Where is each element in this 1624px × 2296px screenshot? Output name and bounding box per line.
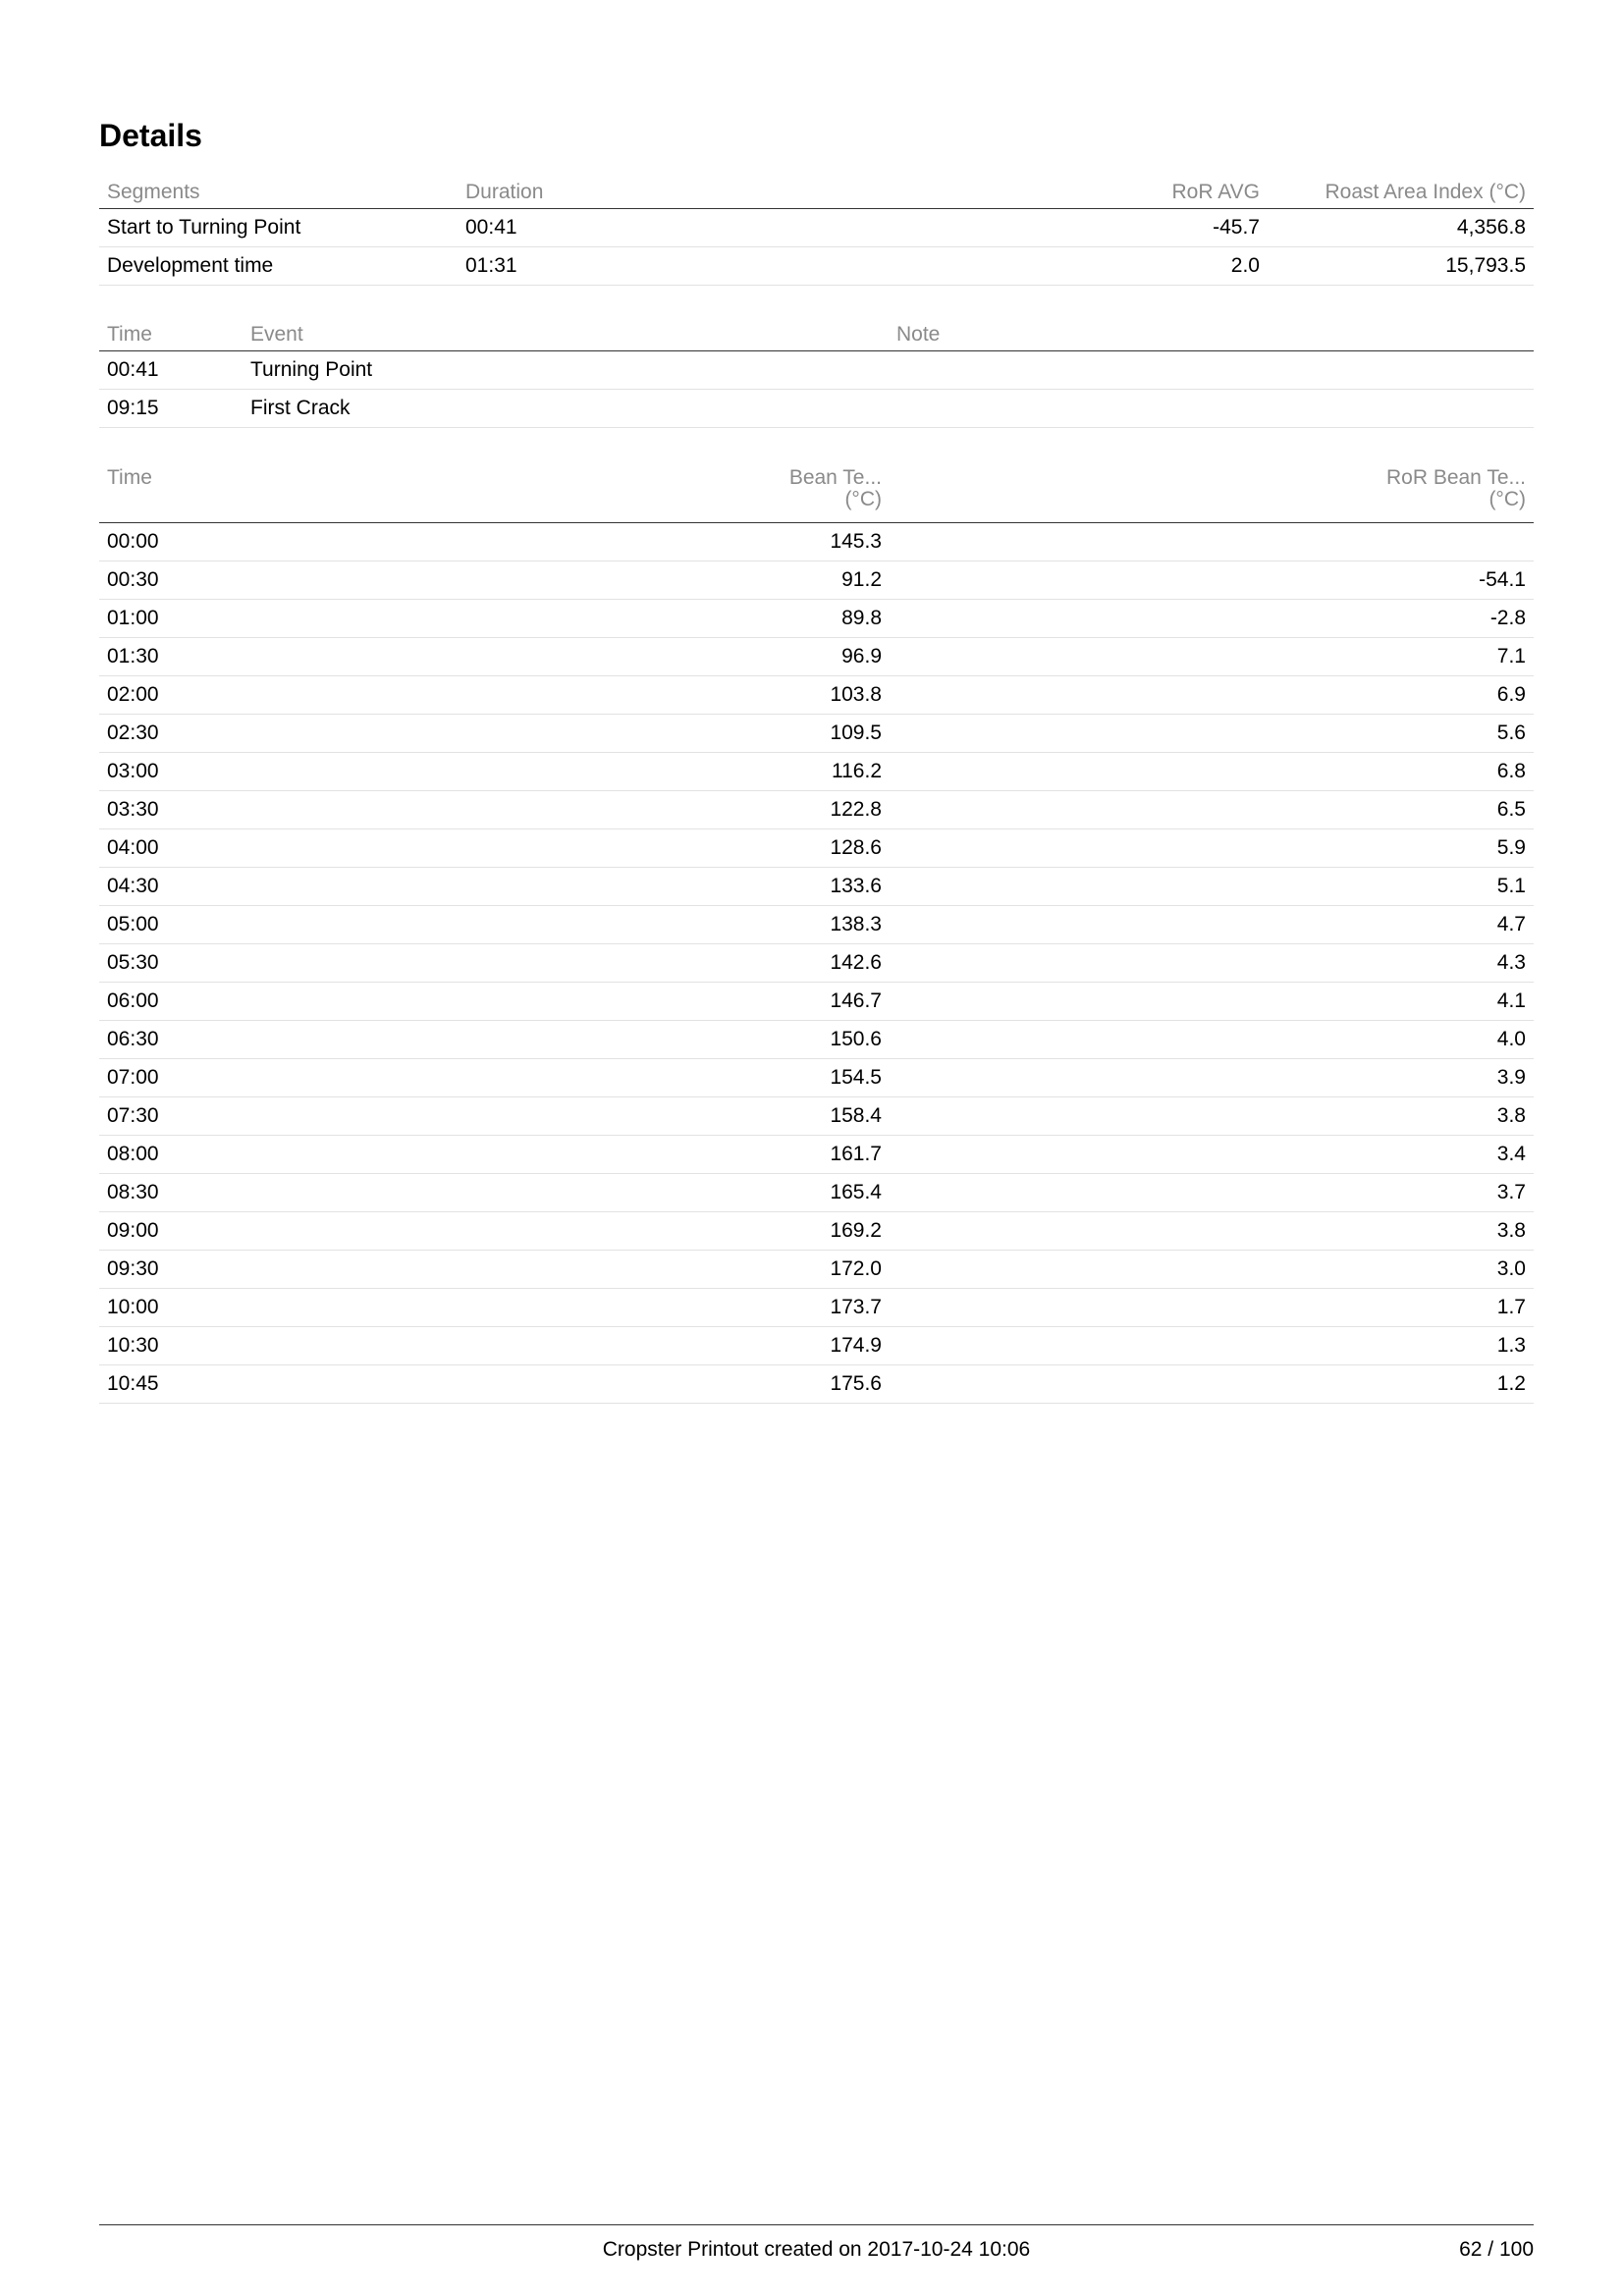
- readings-cell-time: 00:00: [99, 523, 394, 561]
- readings-cell-bean-temp: 122.8: [394, 791, 890, 829]
- readings-header-row: [99, 461, 1534, 523]
- events-table: [99, 319, 1534, 428]
- readings-cell-ror-bean-temp: 3.9: [890, 1059, 1534, 1097]
- events-cell-time: 09:15: [99, 390, 243, 428]
- readings-cell-ror-bean-temp: 3.0: [890, 1251, 1534, 1289]
- readings-row: [99, 868, 1534, 906]
- readings-cell-time: 08:30: [99, 1174, 394, 1212]
- readings-cell-ror-bean-temp: 1.7: [890, 1289, 1534, 1327]
- readings-cell-ror-bean-temp: 4.7: [890, 906, 1534, 944]
- readings-row: [99, 1251, 1534, 1289]
- readings-cell-ror-bean-temp: 5.6: [890, 715, 1534, 753]
- readings-cell-time: 05:30: [99, 944, 394, 983]
- events-cell-event: First Crack: [243, 390, 889, 428]
- readings-cell-ror-bean-temp: [890, 523, 1534, 561]
- events-row: [99, 390, 1534, 428]
- readings-cell-bean-temp: 174.9: [394, 1327, 890, 1365]
- readings-cell-ror-bean-temp: 3.4: [890, 1136, 1534, 1174]
- segments-header-ror-avg: RoR AVG: [850, 177, 1268, 209]
- readings-row: [99, 829, 1534, 868]
- segments-cell-segment: Start to Turning Point: [99, 209, 458, 247]
- readings-cell-time: 02:00: [99, 676, 394, 715]
- events-cell-event: Turning Point: [243, 351, 889, 390]
- readings-cell-ror-bean-temp: 3.7: [890, 1174, 1534, 1212]
- readings-row: [99, 1289, 1534, 1327]
- readings-cell-time: 01:30: [99, 638, 394, 676]
- readings-cell-ror-bean-temp: 4.1: [890, 983, 1534, 1021]
- readings-header-bean-temp: [394, 461, 890, 523]
- readings-row: [99, 1136, 1534, 1174]
- readings-cell-ror-bean-temp: 5.1: [890, 868, 1534, 906]
- readings-row: [99, 600, 1534, 638]
- segments-table: [99, 177, 1534, 286]
- events-row: [99, 351, 1534, 390]
- segments-cell-duration: 00:41: [458, 209, 850, 247]
- readings-row: [99, 753, 1534, 791]
- readings-cell-bean-temp: 116.2: [394, 753, 890, 791]
- readings-row: [99, 1059, 1534, 1097]
- footer-divider: [99, 2224, 1534, 2225]
- readings-cell-bean-temp: 165.4: [394, 1174, 890, 1212]
- readings-cell-ror-bean-temp: 5.9: [890, 829, 1534, 868]
- readings-row: [99, 791, 1534, 829]
- readings-cell-time: 03:00: [99, 753, 394, 791]
- segments-row: [99, 209, 1534, 247]
- readings-cell-ror-bean-temp: 6.5: [890, 791, 1534, 829]
- readings-cell-bean-temp: 138.3: [394, 906, 890, 944]
- readings-cell-time: 03:30: [99, 791, 394, 829]
- readings-cell-time: 07:00: [99, 1059, 394, 1097]
- readings-cell-time: 09:00: [99, 1212, 394, 1251]
- readings-row: [99, 1097, 1534, 1136]
- readings-cell-bean-temp: 154.5: [394, 1059, 890, 1097]
- readings-cell-ror-bean-temp: -2.8: [890, 600, 1534, 638]
- events-cell-note: [889, 351, 1534, 390]
- segments-cell-segment: Development time: [99, 247, 458, 286]
- segments-header-roast-area-index: Roast Area Index (°C): [1268, 177, 1534, 209]
- readings-row: [99, 1327, 1534, 1365]
- readings-cell-bean-temp: 91.2: [394, 561, 890, 600]
- readings-cell-time: 08:00: [99, 1136, 394, 1174]
- readings-row: [99, 676, 1534, 715]
- readings-row: [99, 1365, 1534, 1404]
- readings-cell-bean-temp: 103.8: [394, 676, 890, 715]
- readings-row: [99, 944, 1534, 983]
- readings-cell-time: 04:00: [99, 829, 394, 868]
- ror-bean-temp-unit: (°C): [1489, 488, 1526, 510]
- events-header-time: Time: [99, 319, 243, 351]
- segments-cell-duration: 01:31: [458, 247, 850, 286]
- readings-cell-ror-bean-temp: 7.1: [890, 638, 1534, 676]
- readings-row: [99, 638, 1534, 676]
- segments-cell-roast-area-index: 15,793.5: [1268, 247, 1534, 286]
- readings-cell-bean-temp: 158.4: [394, 1097, 890, 1136]
- events-header-row: [99, 319, 1534, 351]
- readings-cell-ror-bean-temp: 6.8: [890, 753, 1534, 791]
- ror-bean-temp-label: RoR Bean Te...: [1385, 466, 1526, 489]
- readings-row: [99, 906, 1534, 944]
- readings-row: [99, 1174, 1534, 1212]
- bean-temp-unit: (°C): [844, 488, 882, 510]
- readings-row: [99, 983, 1534, 1021]
- readings-cell-time: 00:30: [99, 561, 394, 600]
- segments-header-duration: Duration: [458, 177, 850, 209]
- readings-cell-ror-bean-temp: 4.0: [890, 1021, 1534, 1059]
- readings-cell-time: 06:00: [99, 983, 394, 1021]
- events-cell-time: 00:41: [99, 351, 243, 390]
- readings-header-time: Time: [99, 461, 394, 523]
- readings-cell-ror-bean-temp: -54.1: [890, 561, 1534, 600]
- readings-cell-time: 02:30: [99, 715, 394, 753]
- bean-temp-label: Bean Te...: [788, 466, 882, 489]
- readings-cell-bean-temp: 109.5: [394, 715, 890, 753]
- readings-cell-bean-temp: 169.2: [394, 1212, 890, 1251]
- readings-cell-time: 07:30: [99, 1097, 394, 1136]
- segments-cell-ror-avg: -45.7: [850, 209, 1268, 247]
- segments-header-segment: Segments: [99, 177, 458, 209]
- segments-row: [99, 247, 1534, 286]
- readings-cell-ror-bean-temp: 6.9: [890, 676, 1534, 715]
- readings-row: [99, 1021, 1534, 1059]
- readings-cell-ror-bean-temp: 1.3: [890, 1327, 1534, 1365]
- events-cell-note: [889, 390, 1534, 428]
- readings-cell-bean-temp: 89.8: [394, 600, 890, 638]
- events-header-event: Event: [243, 319, 889, 351]
- footer-created-text: Cropster Printout created on 2017-10-24 10:06: [602, 2238, 1031, 2261]
- segments-cell-roast-area-index: 4,356.8: [1268, 209, 1534, 247]
- readings-cell-bean-temp: 128.6: [394, 829, 890, 868]
- events-header-note: Note: [889, 319, 1534, 351]
- segments-header-row: [99, 177, 1534, 209]
- readings-cell-bean-temp: 175.6: [394, 1365, 890, 1404]
- readings-cell-time: 05:00: [99, 906, 394, 944]
- readings-cell-time: 10:45: [99, 1365, 394, 1404]
- readings-cell-time: 06:30: [99, 1021, 394, 1059]
- readings-header-ror-bean-temp: [890, 461, 1534, 523]
- readings-row: [99, 561, 1534, 600]
- readings-row: [99, 715, 1534, 753]
- readings-cell-bean-temp: 172.0: [394, 1251, 890, 1289]
- readings-cell-bean-temp: 133.6: [394, 868, 890, 906]
- readings-cell-bean-temp: 161.7: [394, 1136, 890, 1174]
- page-title: Details: [99, 118, 202, 153]
- readings-cell-ror-bean-temp: 4.3: [890, 944, 1534, 983]
- readings-cell-bean-temp: 96.9: [394, 638, 890, 676]
- readings-cell-time: 10:00: [99, 1289, 394, 1327]
- readings-cell-bean-temp: 173.7: [394, 1289, 890, 1327]
- readings-cell-ror-bean-temp: 3.8: [890, 1097, 1534, 1136]
- readings-cell-time: 01:00: [99, 600, 394, 638]
- readings-row: [99, 523, 1534, 561]
- readings-cell-bean-temp: 145.3: [394, 523, 890, 561]
- footer-page-number: 62 / 100: [1459, 2238, 1534, 2261]
- readings-cell-ror-bean-temp: 3.8: [890, 1212, 1534, 1251]
- readings-row: [99, 1212, 1534, 1251]
- readings-cell-time: 09:30: [99, 1251, 394, 1289]
- readings-table: [99, 461, 1534, 1404]
- readings-cell-bean-temp: 150.6: [394, 1021, 890, 1059]
- readings-cell-time: 10:30: [99, 1327, 394, 1365]
- readings-cell-bean-temp: 142.6: [394, 944, 890, 983]
- readings-cell-bean-temp: 146.7: [394, 983, 890, 1021]
- readings-cell-time: 04:30: [99, 868, 394, 906]
- segments-cell-ror-avg: 2.0: [850, 247, 1268, 286]
- readings-cell-ror-bean-temp: 1.2: [890, 1365, 1534, 1404]
